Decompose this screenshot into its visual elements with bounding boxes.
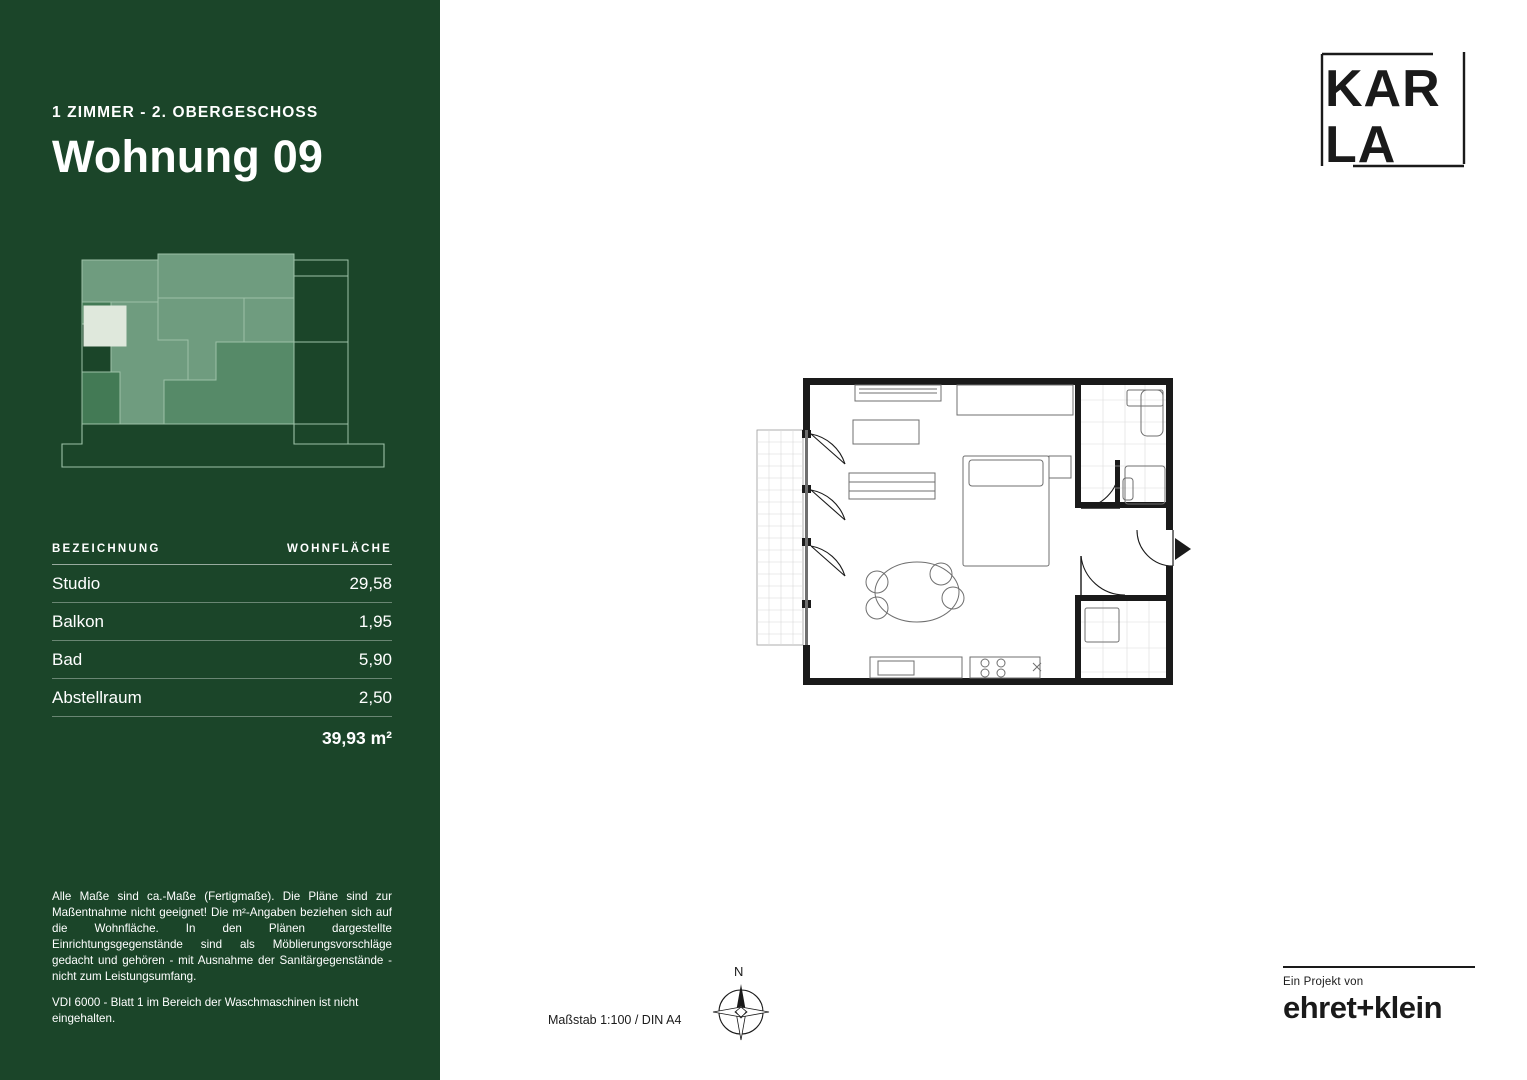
table-row [52, 603, 392, 641]
keyplan-diagram [48, 232, 392, 494]
dining-set [866, 562, 964, 622]
room-area: 1,95 [358, 612, 392, 631]
compass-north-label: N [734, 964, 744, 979]
table-row [52, 565, 392, 603]
kitchen [870, 657, 1041, 678]
furniture-top [855, 385, 1073, 415]
disclaimer-paragraph-1: Alle Maße sind ca.-Maße (Fertigmaße). Die Pläne sind zur Maßentnahme nicht geeignet! Die m²-Angaben beziehen sich auf die Wohnfläche. In den Plänen dargestellte Einrichtungsgegenstände sind als Möblierungsvorschläge gedacht und gehören - mit Ausnahme der Sanitärgegenstände - nicht zum Leistungsumfang. [52, 890, 392, 983]
area-table-header-value: WOHNFLÄCHE [286, 543, 392, 555]
room-name: Bad [52, 650, 83, 669]
walls [802, 378, 1173, 685]
area-table-header-label: BEZEICHNUNG [52, 543, 161, 555]
table-row [52, 679, 392, 717]
room-name: Abstellraum [52, 688, 142, 707]
storage-tiles [1081, 601, 1166, 678]
apartment-subtitle: 1 ZIMMER - 2. OBERGESCHOSS [52, 104, 319, 121]
floorplan-drawing [745, 360, 1225, 710]
room-area: 5,90 [358, 650, 392, 669]
apartment-title: Wohnung 09 [52, 131, 324, 182]
scale-label: Maßstab 1:100 / DIN A4 [548, 1013, 682, 1027]
total-area-value: 39,93 m² [321, 728, 392, 748]
project-brand [1283, 966, 1475, 1026]
room-area: 29,58 [349, 574, 392, 593]
room-name: Balkon [52, 612, 104, 631]
brand-name: ehret+klein [1283, 990, 1443, 1025]
brand-prefix: Ein Projekt von [1283, 976, 1364, 988]
brand-divider [1283, 966, 1475, 968]
sidebar [0, 0, 440, 1080]
balcony [757, 430, 803, 645]
area-table-header [52, 543, 392, 565]
logo-line-1: KAR [1325, 60, 1441, 118]
room-area: 2,50 [358, 688, 392, 707]
total-area-row [52, 717, 392, 749]
entrance-arrow-icon [1175, 538, 1191, 560]
table-row [52, 641, 392, 679]
karla-logo [1313, 44, 1473, 174]
disclaimer-paragraph-2: VDI 6000 - Blatt 1 im Bereich der Waschmaschinen ist nicht eingehalten. [52, 995, 359, 1025]
area-table [52, 543, 392, 749]
entrance-door [1137, 530, 1191, 566]
bed [963, 456, 1071, 566]
room-name: Studio [52, 574, 101, 593]
logo-line-2: LA [1325, 116, 1397, 174]
disclaimer [52, 889, 392, 1027]
furniture-desk [849, 420, 935, 499]
compass-rose [706, 962, 776, 1042]
